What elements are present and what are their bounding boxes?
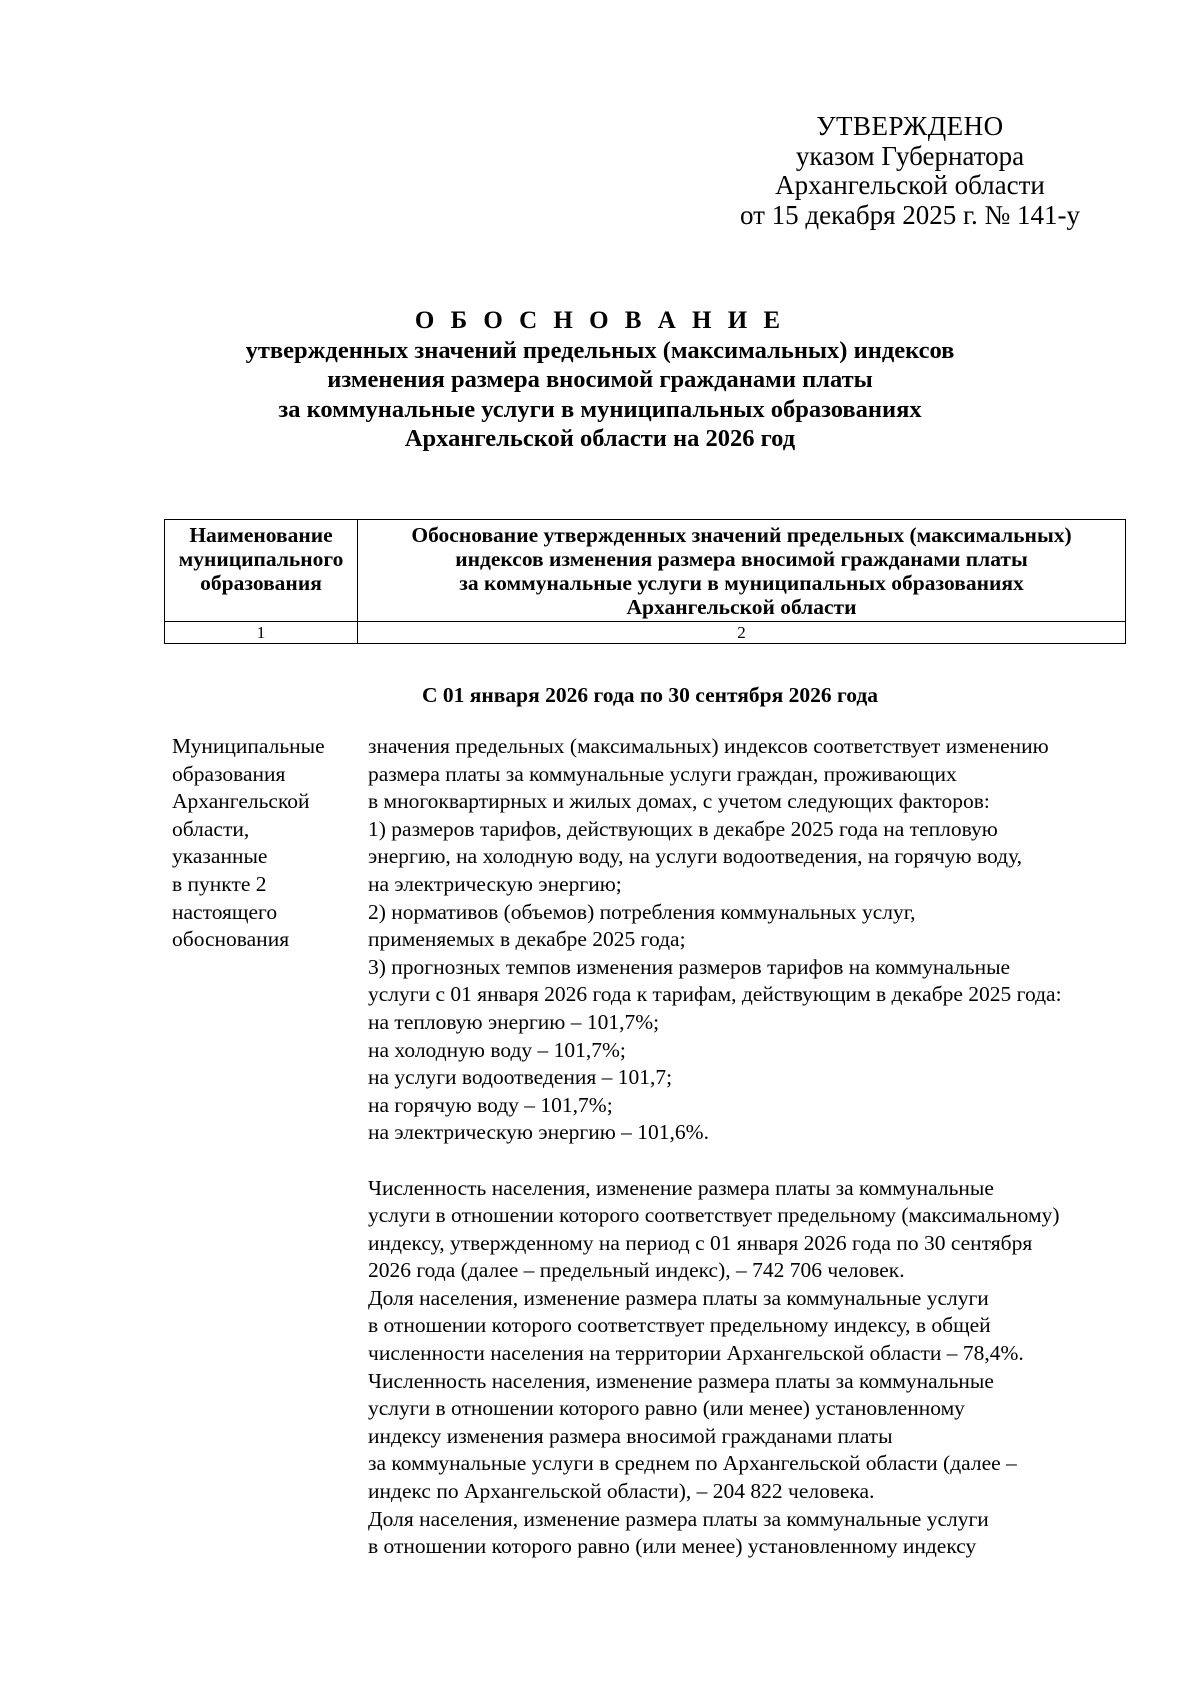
title-main: О Б О С Н О В А Н И Е xyxy=(414,307,786,334)
text-line: применяемых в декабре 2025 года; xyxy=(368,927,686,952)
text-line: в отношении которого равно (или менее) установленному индексу xyxy=(368,1534,977,1559)
col1-number: 1 xyxy=(165,622,358,644)
text-line: услуги в отношении которого равно (или менее) установленному xyxy=(368,1396,965,1421)
document-title xyxy=(150,306,1050,454)
col2-header-line: Обоснование утвержденных значений предельных (максимальных) xyxy=(411,523,1072,547)
text-line: услуги с 01 января 2026 года к тарифам, действующим в декабре 2025 года: xyxy=(368,982,1062,1007)
text-line: индексу, утвержденному на период с 01 января 2026 года по 30 сентября xyxy=(368,1230,1033,1255)
text-line: на тепловую энергию – 101,7%; xyxy=(368,1009,660,1034)
text-line: индекс по Архангельской области), – 204 822 человека. xyxy=(368,1479,875,1504)
paragraph-gap xyxy=(368,1147,1138,1175)
text-line: в многоквартирных и жилых домах, с учетом следующих факторов: xyxy=(368,789,990,814)
municipality-line: настоящего xyxy=(172,899,278,924)
text-line: 2) нормативов (объемов) потребления коммунальных услуг, xyxy=(368,899,916,924)
col2-header-line: Архангельской области xyxy=(626,595,857,619)
text-line: значения предельных (максимальных) индексов соответствует изменению xyxy=(368,734,1049,758)
text-line: на холодную воду – 101,7%; xyxy=(368,1037,626,1062)
paragraph-population xyxy=(368,1175,1138,1561)
col2-header-line: за коммунальные услуги в муниципальных образованиях xyxy=(459,571,1024,595)
number-row xyxy=(165,622,1126,644)
text-line: 3) прогнозных темпов изменения размеров тарифов на коммунальные xyxy=(368,954,1011,979)
text-line: размера платы за коммунальные услуги граждан, проживающих xyxy=(368,761,957,786)
col2-number: 2 xyxy=(358,622,1126,644)
approval-stamp xyxy=(700,112,1120,230)
municipality-line: области, xyxy=(172,816,250,841)
municipality-line: образования xyxy=(172,761,286,786)
municipality-name xyxy=(172,733,362,954)
text-line: на электрическую энергию – 101,6%. xyxy=(368,1120,709,1145)
municipality-line: обоснования xyxy=(172,927,290,952)
text-line: энергию, на холодную воду, на услуги водоотведения, на горячую воду, xyxy=(368,844,1023,869)
text-line: услуги в отношении которого соответствует предельному (максимальному) xyxy=(368,1203,1060,1228)
text-line: 2026 года (далее – предельный индекс), – 742 706 человек. xyxy=(368,1258,905,1283)
text-line: на услуги водоотведения – 101,7; xyxy=(368,1065,673,1090)
approval-line: указом Губернатора xyxy=(795,140,1025,171)
title-line: Архангельской области на 2026 год xyxy=(404,425,796,452)
text-line: за коммунальные услуги в среднем по Архангельской области (далее – xyxy=(368,1451,1017,1476)
text-line: в отношении которого соответствует предельному индексу, в общей xyxy=(368,1313,991,1338)
header-row xyxy=(165,520,1126,622)
header-table xyxy=(164,519,1126,644)
text-line: Доля населения, изменение размера платы за коммунальные услуги xyxy=(368,1506,989,1531)
col1-header-line: образования xyxy=(200,571,322,595)
text-line: индексу изменения размера вносимой гражданами платы xyxy=(368,1423,893,1448)
municipality-line: Муниципальные xyxy=(172,734,325,758)
municipality-line: Архангельской xyxy=(172,789,310,814)
paragraph-factors xyxy=(368,733,1138,1147)
text-line: 1) размеров тарифов, действующих в декабре 2025 года на тепловую xyxy=(368,816,998,841)
col1-header xyxy=(165,520,358,622)
col2-header xyxy=(358,520,1126,622)
text-line: численности населения на территории Архангельской области – 78,4%. xyxy=(368,1341,1024,1366)
text-line: Доля населения, изменение размера платы за коммунальные услуги xyxy=(368,1285,989,1310)
col1-header-line: муниципального xyxy=(178,547,344,571)
municipality-line: указанные xyxy=(172,844,268,869)
period-heading: С 01 января 2026 года по 30 сентября 2026 года xyxy=(422,683,878,707)
title-line: за коммунальные услуги в муниципальных образованиях xyxy=(278,395,922,423)
justification-text xyxy=(368,733,1138,1561)
title-line: утвержденных значений предельных (максимальных) индексов xyxy=(245,336,955,364)
approval-line: Архангельской области xyxy=(775,170,1045,200)
col1-header-line: Наименование xyxy=(189,523,333,547)
text-line: на горячую воду – 101,7%; xyxy=(368,1092,613,1117)
approval-heading: УТВЕРЖДЕНО xyxy=(816,111,1004,141)
text-line: на электрическую энергию; xyxy=(368,871,622,896)
title-line: изменения размера вносимой гражданами платы xyxy=(327,366,873,393)
col2-header-line: индексов изменения размера вносимой гражданами платы xyxy=(455,547,1028,571)
text-line: Численность населения, изменение размера платы за коммунальные xyxy=(368,1175,994,1200)
municipality-line: в пункте 2 xyxy=(172,871,267,896)
text-line: Численность населения, изменение размера платы за коммунальные xyxy=(368,1368,994,1393)
approval-line: от 15 декабря 2025 г. № 141-у xyxy=(739,199,1081,230)
